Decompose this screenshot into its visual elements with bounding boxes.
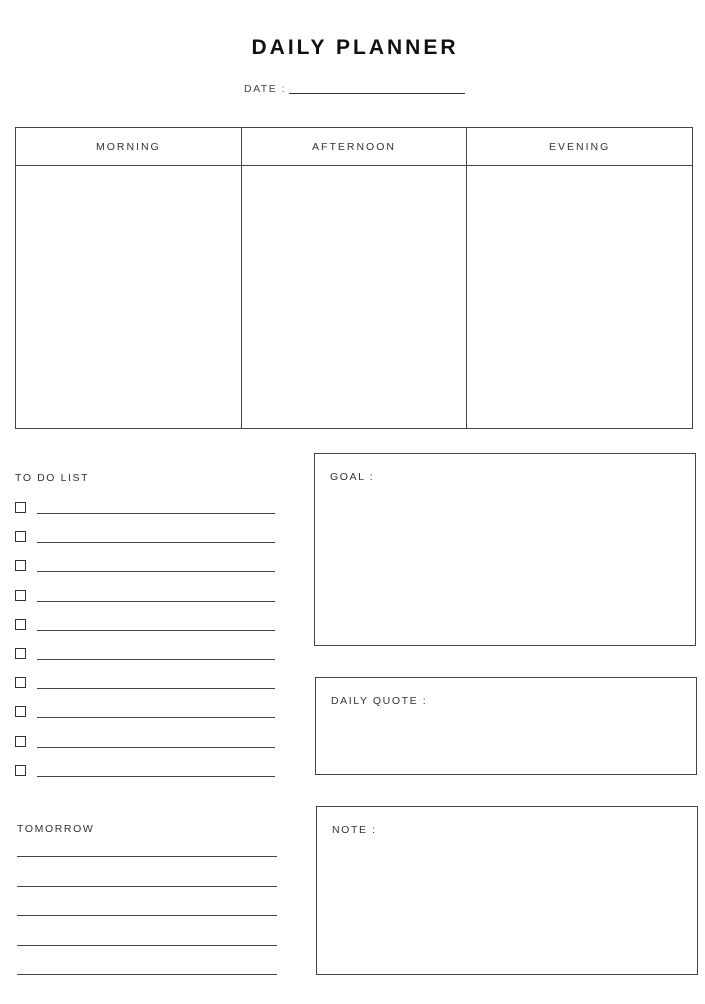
todo-item [15,502,277,531]
todo-line[interactable] [37,747,275,748]
goal-box[interactable] [314,453,696,646]
day-schedule-table [15,127,693,429]
todo-item [15,648,277,677]
todo-item [15,560,277,589]
morning-header: MORNING [16,128,241,166]
date-label: DATE : [244,83,287,95]
todo-item [15,531,277,560]
todo-line[interactable] [37,513,275,514]
todo-line[interactable] [37,601,275,602]
morning-column [16,128,241,428]
todo-line[interactable] [37,688,275,689]
todo-item [15,736,277,765]
tomorrow-line[interactable] [17,886,277,887]
afternoon-writing-area[interactable] [242,166,467,428]
todo-line[interactable] [37,659,275,660]
todo-line[interactable] [37,776,275,777]
goal-label: GOAL : [330,471,375,483]
todo-checkbox[interactable] [15,502,26,513]
morning-writing-area[interactable] [16,166,241,428]
tomorrow-line[interactable] [17,974,277,975]
note-label: NOTE : [332,824,377,836]
todo-checkbox[interactable] [15,765,26,776]
todo-item [15,706,277,735]
todo-checkbox[interactable] [15,619,26,630]
todo-list-heading: TO DO LIST [15,472,90,484]
afternoon-header: AFTERNOON [242,128,467,166]
todo-line[interactable] [37,630,275,631]
todo-checkbox[interactable] [15,736,26,747]
tomorrow-line[interactable] [17,915,277,916]
todo-item [15,765,277,794]
date-field-line[interactable] [289,93,465,94]
todo-checkbox[interactable] [15,590,26,601]
todo-checkbox[interactable] [15,677,26,688]
date-row [244,83,474,97]
todo-list [15,502,277,794]
todo-line[interactable] [37,571,275,572]
todo-checkbox[interactable] [15,648,26,659]
afternoon-column [241,128,467,428]
todo-item [15,619,277,648]
daily-quote-label: DAILY QUOTE : [331,695,428,707]
todo-item [15,677,277,706]
evening-column [466,128,692,428]
tomorrow-line[interactable] [17,945,277,946]
note-box[interactable] [316,806,698,975]
evening-header: EVENING [467,128,692,166]
todo-checkbox[interactable] [15,560,26,571]
tomorrow-heading: TOMORROW [17,823,95,835]
evening-writing-area[interactable] [467,166,692,428]
todo-checkbox[interactable] [15,531,26,542]
todo-checkbox[interactable] [15,706,26,717]
todo-item [15,590,277,619]
daily-quote-box[interactable] [315,677,697,775]
todo-line[interactable] [37,717,275,718]
todo-line[interactable] [37,542,275,543]
tomorrow-line[interactable] [17,856,277,857]
page-title: DAILY PLANNER [251,36,459,59]
tomorrow-lines [17,856,279,1004]
